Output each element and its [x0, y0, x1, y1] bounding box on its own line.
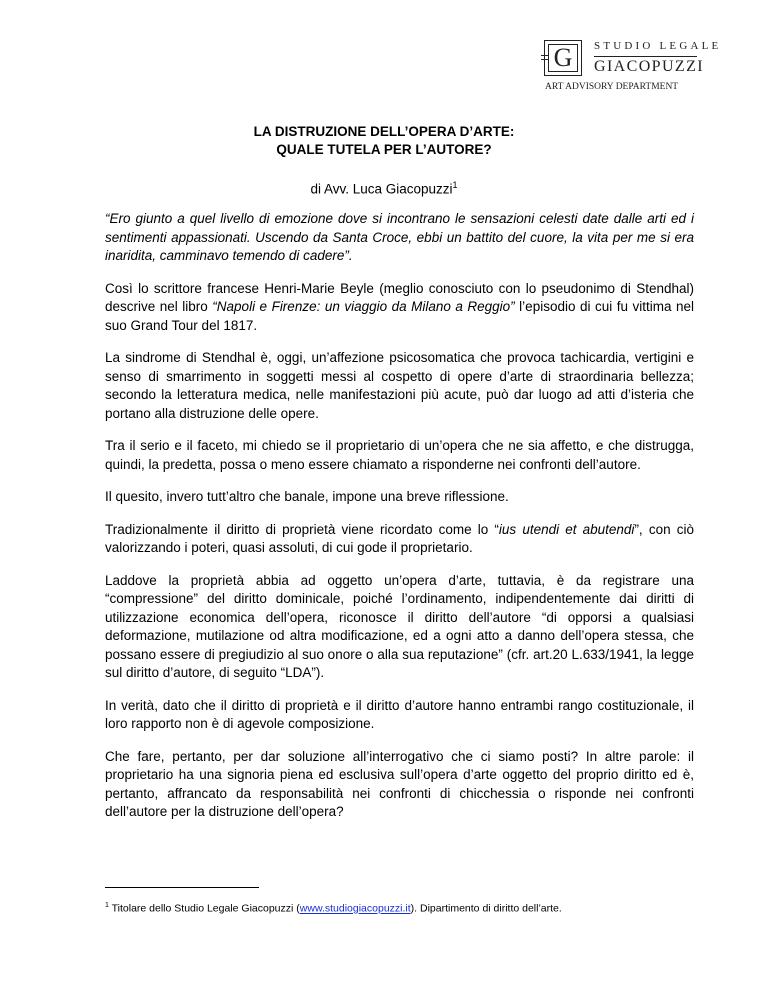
footnote-number: 1 — [105, 902, 109, 909]
article-body — [105, 210, 694, 836]
footnote-ref[interactable]: 1 — [452, 180, 458, 190]
studio-logo-icon — [544, 40, 582, 76]
byline-text: di Avv. Luca Giacopuzzi — [310, 181, 453, 197]
book-title: “Napoli e Firenze: un viaggio da Milano a Reggio” — [212, 299, 515, 314]
footnote-divider — [105, 887, 259, 888]
studio-website-link[interactable]: www.studiogiacopuzzi.it — [299, 902, 411, 915]
paragraph: Tra il serio e il faceto, mi chiedo se il proprietario di un’opera che ne sia affetto, e che distrugga, quindi, la predetta, possa o meno essere chiamato a risponderne nei confronti dell’autore. — [105, 438, 694, 472]
paragraph: Così lo scrittore francese Henri-Marie Beyle (meglio conosciuto con lo pseudonimo di Stendhal) descrive nel libro “Napoli e Firenze: un viaggio da Milano a Reggio” l’episodio di cui fu vittima nel suo Grand Tour del 1817. — [105, 280, 694, 333]
byline — [0, 180, 768, 197]
paragraph: Che fare, pertanto, per dar soluzione all’interrogativo che ci siamo posti? In altre parole: il proprietario ha una signoria piena ed esclusiva sull’opera d’arte oggetto del proprio diritto ed è, pertanto, affrancato da responsabilità nei confronti di chicchessia o risponde nei confronti dell’autore per la distruzione dell’opera? — [105, 748, 694, 819]
letterhead-divider — [594, 56, 697, 57]
logo-letter: G — [553, 43, 573, 72]
paragraph: La sindrome di Stendhal è, oggi, un’affezione psicosomatica che provoca tachicardia, vertigini e senso di smarrimento in soggetti messi al cospetto di opere d’arte di straordinaria bellezza; secondo la letteratura medica, nelle manifestazioni più acute, può dar luogo ad atti d’isteria che portano alla distruzione delle opere. — [105, 350, 694, 421]
paragraph: Il quesito, invero tutt’altro che banale, impone una breve riflessione. — [105, 489, 509, 504]
letterhead-studio: STUDIO LEGALE — [594, 40, 722, 52]
footnote: $^1$ Titolare dello Studio Legale Giacopuzzi (www.studiogiacopuzzi.it). Dipartimento di diritto dell’arte. — [105, 902, 562, 915]
letterhead-department: ART ADVISORY DEPARTMENT — [545, 82, 679, 92]
opening-quote: “Ero giunto a quel livello di emozione dove si incontrano le sensazioni celesti date dalle arti ed i sentimenti appassionati. Uscendo da Santa Croce, ebbi un battito del cuore, la vita per me si era inaridita, camminavo temendo di cadere”. — [105, 211, 694, 263]
paragraph: Laddove la proprietà abbia ad oggetto un’opera d’arte, tuttavia, è da registrare una “compressione” del diritto dominicale, poiché l’ordinamento, indipendentemente dai diritti di utilizzazione economica dell’opera, riconosce il diritto dell’autore “di opporsi a qualsiasi deformazione, mutilazione od altra modificazione, ed a ogni atto a danno dell’opera stessa, che possano essere di pregiudizio al suo onore o alla sua reputazione” (cfr. art.20 L.633/1941, la legge sul diritto d’autore, di seguito “LDA”). — [105, 572, 694, 680]
letterhead-name: GIACOPUZZI — [594, 58, 704, 75]
paragraph: In verità, dato che il diritto di proprietà e il diritto d’autore hanno entrambi rango costituzionale, il loro rapporto non è di agevole composizione. — [105, 697, 694, 731]
latin-phrase: ius utendi et abutendi — [498, 521, 635, 537]
title-line-1: LA DISTRUZIONE DELL’OPERA D’ARTE: — [253, 124, 515, 139]
title-line-2: QUALE TUTELA PER L’AUTORE? — [276, 142, 492, 157]
paragraph: Tradizionalmente il diritto di proprietà viene ricordato come lo “ius utendi et abutendi”, con ciò valorizzando i poteri, quasi assoluti, di cui gode il proprietario. — [105, 521, 694, 555]
